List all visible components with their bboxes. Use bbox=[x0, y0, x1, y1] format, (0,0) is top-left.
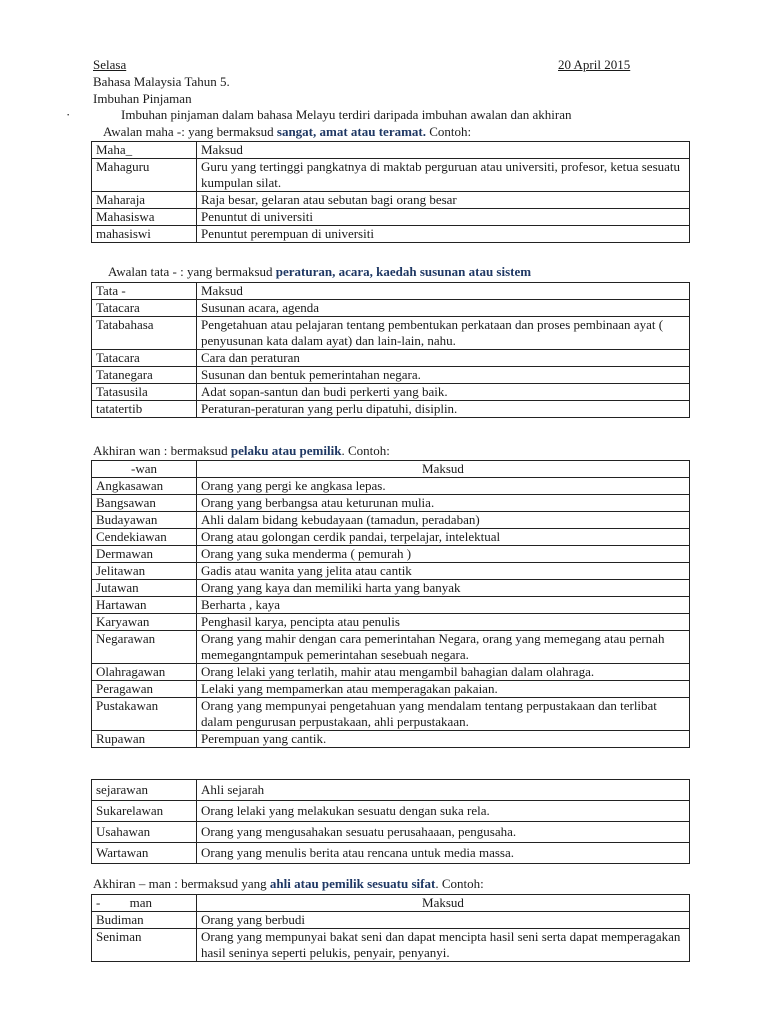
tata-heading bbox=[108, 264, 531, 280]
table-row bbox=[92, 384, 690, 401]
maha-prefix: Awalan maha -: yang bermaksud bbox=[103, 124, 277, 139]
word-cell: Seniman bbox=[92, 929, 197, 962]
table-row bbox=[92, 563, 690, 580]
word-cell: Tatacara bbox=[92, 300, 197, 317]
table-row bbox=[92, 317, 690, 350]
column-header-word: - man bbox=[92, 895, 197, 912]
table-row bbox=[92, 843, 690, 864]
table-row bbox=[92, 226, 690, 243]
word-cell: Olahragawan bbox=[92, 664, 197, 681]
word-cell: Usahawan bbox=[92, 822, 197, 843]
man-suffix: . Contoh: bbox=[435, 876, 484, 891]
word-cell: Tatacara bbox=[92, 350, 197, 367]
table-row bbox=[92, 801, 690, 822]
table-header-row bbox=[92, 461, 690, 478]
column-header-word: Maha_ bbox=[92, 142, 197, 159]
meaning-cell: Orang lelaki yang terlatih, mahir atau mengambil bahagian dalam olahraga. bbox=[197, 664, 690, 681]
meaning-cell: Orang yang mempunyai bakat seni dan dapat mencipta hasil seni serta dapat memperagakan hasil seninya seperti pelukis, penyair, penyanyi. bbox=[197, 929, 690, 962]
meaning-cell: Susunan dan bentuk pemerintahan negara. bbox=[197, 367, 690, 384]
word-cell: sejarawan bbox=[92, 780, 197, 801]
meaning-cell: Gadis atau wanita yang jelita atau cantik bbox=[197, 563, 690, 580]
wan-heading bbox=[93, 443, 390, 459]
column-header-word: Tata - bbox=[92, 283, 197, 300]
word-cell: Angkasawan bbox=[92, 478, 197, 495]
meaning-cell: Pengetahuan atau pelajaran tentang pembentukan perkataan dan proses pembinaan ayat ( penyusunan kata dalam ayat) dan lain-lain, nahu. bbox=[197, 317, 690, 350]
meaning-cell: Orang yang kaya dan memiliki harta yang banyak bbox=[197, 580, 690, 597]
meaning-cell: Adat sopan-santun dan budi perkerti yang baik. bbox=[197, 384, 690, 401]
word-cell: Bangsawan bbox=[92, 495, 197, 512]
word-cell: Tatasusila bbox=[92, 384, 197, 401]
word-cell: Maharaja bbox=[92, 192, 197, 209]
word-cell: Dermawan bbox=[92, 546, 197, 563]
word-cell: Mahasiswa bbox=[92, 209, 197, 226]
meaning-cell: Susunan acara, agenda bbox=[197, 300, 690, 317]
maha-bold: sangat, amat atau teramat. bbox=[276, 124, 427, 139]
word-cell: Budiman bbox=[92, 912, 197, 929]
meaning-cell: Ahli sejarah bbox=[197, 780, 690, 801]
man-table bbox=[91, 894, 690, 962]
meaning-cell: Orang yang berbudi bbox=[197, 912, 690, 929]
wan-prefix: Akhiran wan : bermaksud bbox=[93, 443, 231, 458]
word-cell: Cendekiawan bbox=[92, 529, 197, 546]
word-cell: Tatabahasa bbox=[92, 317, 197, 350]
meaning-cell: Penuntut perempuan di universiti bbox=[197, 226, 690, 243]
word-cell: Pustakawan bbox=[92, 698, 197, 731]
table-row bbox=[92, 614, 690, 631]
wan-bold: pelaku atau pemilik bbox=[230, 443, 342, 458]
table-row bbox=[92, 209, 690, 226]
meaning-cell: Orang yang suka menderma ( pemurah ) bbox=[197, 546, 690, 563]
wan-table bbox=[91, 460, 690, 748]
maha-heading bbox=[103, 124, 471, 140]
table-row bbox=[92, 159, 690, 192]
word-cell: Negarawan bbox=[92, 631, 197, 664]
man-bold: ahli atau pemilik sesuatu sifat bbox=[269, 876, 436, 891]
table-row bbox=[92, 664, 690, 681]
meaning-cell: Penghasil karya, pencipta atau penulis bbox=[197, 614, 690, 631]
word-cell: Mahaguru bbox=[92, 159, 197, 192]
meaning-cell: Perempuan yang cantik. bbox=[197, 731, 690, 748]
table-row bbox=[92, 597, 690, 614]
word-cell: Karyawan bbox=[92, 614, 197, 631]
table-row bbox=[92, 912, 690, 929]
column-header-word: -wan bbox=[92, 461, 197, 478]
table-header-row bbox=[92, 895, 690, 912]
wan-suffix: . Contoh: bbox=[341, 443, 390, 458]
table-row bbox=[92, 631, 690, 664]
word-cell: Budayawan bbox=[92, 512, 197, 529]
date-label: 20 April 2015 bbox=[558, 57, 631, 72]
meaning-cell: Orang yang mempunyai pengetahuan yang mendalam tentang perpustakaan dan terlibat dalam pengurusan perpustakaan, ahli perpustakaan. bbox=[197, 698, 690, 731]
column-header-meaning: Maksud bbox=[197, 142, 690, 159]
table-row bbox=[92, 350, 690, 367]
word-cell: mahasiswi bbox=[92, 226, 197, 243]
day-label: Selasa bbox=[93, 57, 127, 72]
man-heading bbox=[93, 876, 484, 892]
meaning-cell: Orang atau golongan cerdik pandai, terpelajar, intelektual bbox=[197, 529, 690, 546]
man-prefix: Akhiran – man : bermaksud yang bbox=[93, 876, 270, 891]
meaning-cell: Penuntut di universiti bbox=[197, 209, 690, 226]
maha-suffix: Contoh: bbox=[426, 124, 472, 139]
table-row bbox=[92, 780, 690, 801]
word-cell: Tatanegara bbox=[92, 367, 197, 384]
table-row bbox=[92, 512, 690, 529]
table-row bbox=[92, 698, 690, 731]
table-row bbox=[92, 192, 690, 209]
tata-table bbox=[91, 282, 690, 418]
word-cell: tatatertib bbox=[92, 401, 197, 418]
meaning-cell: Orang yang pergi ke angkasa lepas. bbox=[197, 478, 690, 495]
table-header-row bbox=[92, 142, 690, 159]
word-cell: Peragawan bbox=[92, 681, 197, 698]
word-cell: Jutawan bbox=[92, 580, 197, 597]
column-header-meaning: Maksud bbox=[197, 283, 690, 300]
meaning-cell: Berharta , kaya bbox=[197, 597, 690, 614]
word-cell: Hartawan bbox=[92, 597, 197, 614]
tata-bold: peraturan, acara, kaedah susunan atau sistem bbox=[275, 264, 532, 279]
wan-table-continued bbox=[91, 779, 690, 864]
bullet-icon: · bbox=[66, 107, 71, 122]
word-cell: Rupawan bbox=[92, 731, 197, 748]
tata-prefix: Awalan tata - : yang bermaksud bbox=[108, 264, 276, 279]
word-cell: Wartawan bbox=[92, 843, 197, 864]
meaning-cell: Guru yang tertinggi pangkatnya di maktab perguruan atau universiti, profesor, ketua sesuatu kumpulan silat. bbox=[197, 159, 690, 192]
subject-label: Bahasa Malaysia Tahun 5. bbox=[93, 74, 230, 89]
table-row bbox=[92, 731, 690, 748]
table-row bbox=[92, 929, 690, 962]
meaning-cell: Orang yang mengusahakan sesuatu perusahaaan, pengusaha. bbox=[197, 822, 690, 843]
word-cell: Sukarelawan bbox=[92, 801, 197, 822]
maha-table bbox=[91, 141, 690, 243]
meaning-cell: Lelaki yang mempamerkan atau memperagakan pakaian. bbox=[197, 681, 690, 698]
column-header-meaning: Maksud bbox=[197, 895, 690, 912]
meaning-cell: Orang yang berbangsa atau keturunan mulia. bbox=[197, 495, 690, 512]
meaning-cell: Ahli dalam bidang kebudayaan (tamadun, peradaban) bbox=[197, 512, 690, 529]
table-row bbox=[92, 822, 690, 843]
meaning-cell: Peraturan-peraturan yang perlu dipatuhi, disiplin. bbox=[197, 401, 690, 418]
table-row bbox=[92, 401, 690, 418]
table-row bbox=[92, 300, 690, 317]
meaning-cell: Orang yang mahir dengan cara pemerintahan Negara, orang yang memegang atau pernah memegangntampuk pemerintahan sesebuah negara. bbox=[197, 631, 690, 664]
meaning-cell: Raja besar, gelaran atau sebutan bagi orang besar bbox=[197, 192, 690, 209]
table-row bbox=[92, 367, 690, 384]
meaning-cell: Orang yang menulis berita atau rencana untuk media massa. bbox=[197, 843, 690, 864]
table-row bbox=[92, 478, 690, 495]
topic-label: Imbuhan Pinjaman bbox=[93, 91, 192, 106]
meaning-cell: Orang lelaki yang melakukan sesuatu dengan suka rela. bbox=[197, 801, 690, 822]
meaning-cell: Cara dan peraturan bbox=[197, 350, 690, 367]
intro-text: Imbuhan pinjaman dalam bahasa Melayu terdiri daripada imbuhan awalan dan akhiran bbox=[121, 107, 572, 122]
table-row bbox=[92, 681, 690, 698]
word-cell: Jelitawan bbox=[92, 563, 197, 580]
column-header-meaning: Maksud bbox=[197, 461, 690, 478]
table-row bbox=[92, 546, 690, 563]
table-row bbox=[92, 495, 690, 512]
table-row bbox=[92, 580, 690, 597]
table-row bbox=[92, 529, 690, 546]
table-header-row bbox=[92, 283, 690, 300]
